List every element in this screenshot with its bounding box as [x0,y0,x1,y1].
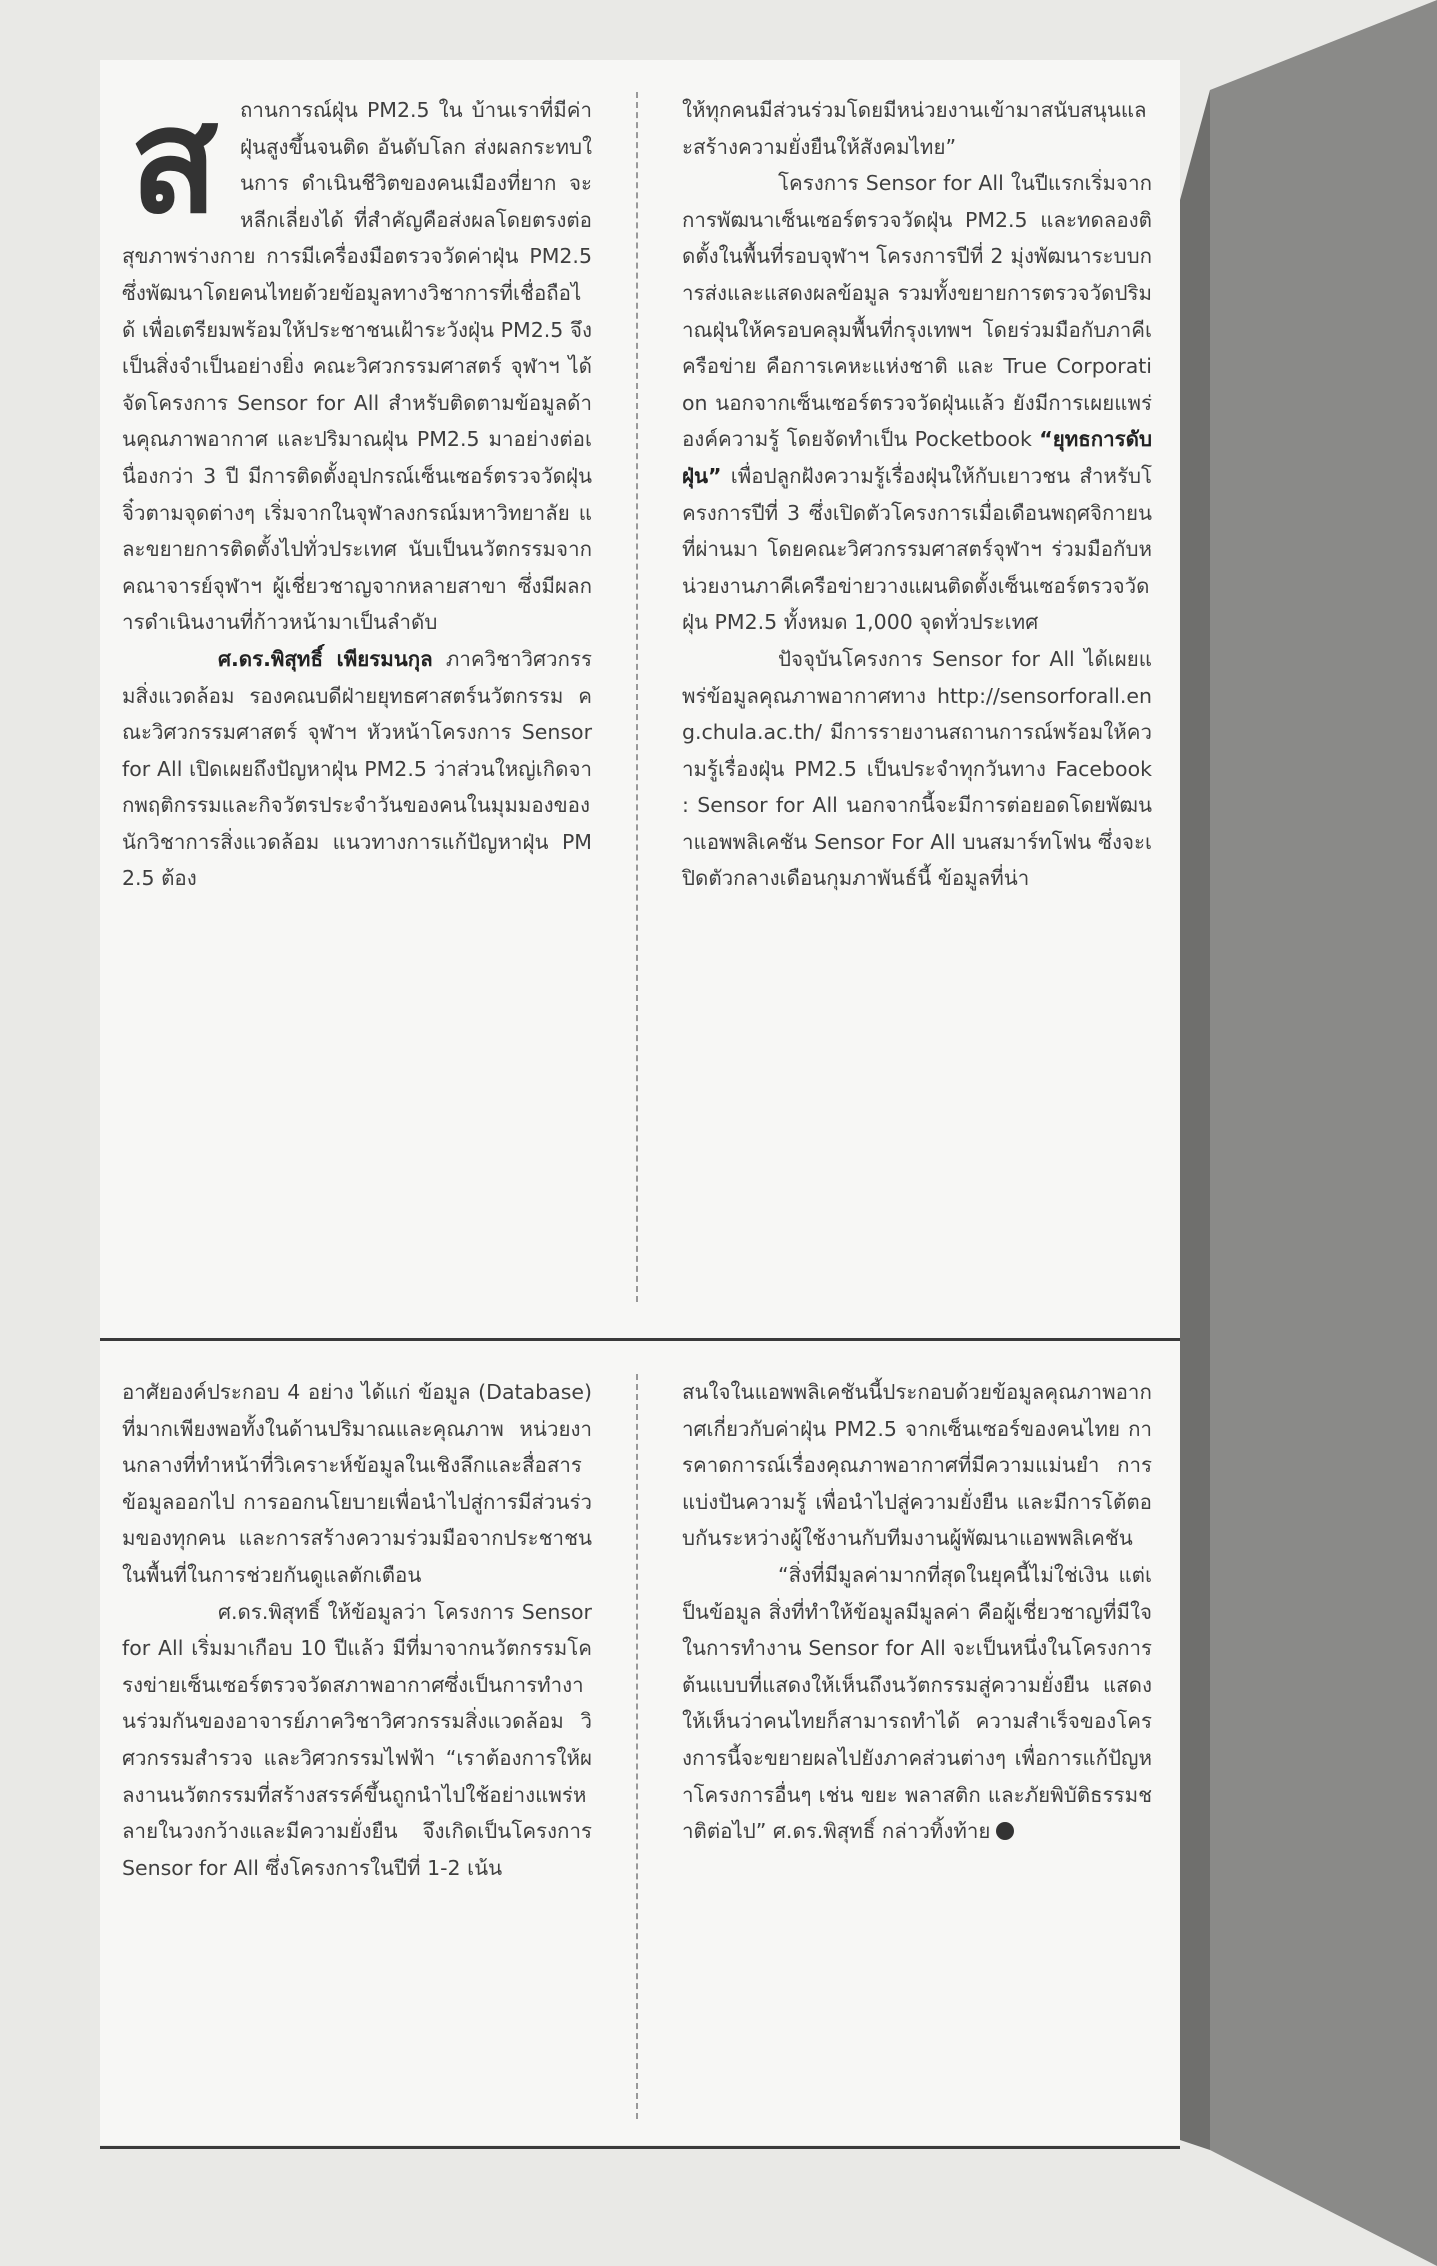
professor-text: ภาควิชาวิศวกรรมสิ่งแวดล้อม รองคณบดีฝ่ายยุทธศาสตร์นวัตกรรม คณะวิศวกรรมศาสตร์ จุฬาฯ หัวหน้าโครงการ Sensor for All เปิดเผยถึงปัญหาฝุ่น PM2.5 ว่าส่วนใหญ่เกิดจากพฤติกรรมและกิจวัตรประจำวันของคนในมุมมองของนักวิชาการสิ่งแวดล้อม แนวทางการแก้ปัญหาฝุ่น PM2.5 ต้อง [122,646,592,891]
paragraph-app-features: สนใจในแอพพลิเคชันนี้ประกอบด้วยข้อมูลคุณภาพอากาศเกี่ยวกับค่าฝุ่น PM2.5 จากเซ็นเซอร์ของคนไทย การคาดการณ์เรื่องคุณภาพอากาศที่มีความแม่นยำ การแบ่งปันความรู้ เพื่อนำไปสู่ความยั่งยืน และมีการโต้ตอบกันระหว่างผู้ใช้งานกับทีมงานผู้พัฒนาแอพพลิเคชัน [682,1380,1152,1551]
column-top-right [682,92,1152,897]
scan-shadow-band [1180,0,1437,2266]
column-bottom-right [682,1374,1152,1850]
bottom-horizontal-rule [100,2146,1180,2149]
paragraph-history: ศ.ดร.พิสุทธิ์ ให้ข้อมูลว่า โครงการ Sensor for All เริ่มมาเกือบ 10 ปีแล้ว มีที่มาจากนวัตกรรมโครงข่ายเซ็นเซอร์ตรวจวัดสภาพอากาศซึ่งเป็นการทำงานร่วมกันของอาจารย์ภาควิชาวิศวกรรมสิ่งแวดล้อม วิศวกรรมสำรวจ และวิศวกรรมไฟฟ้า “เราต้องการให้ผลงานนวัตกรรมที่สร้างสรรค์ขึ้นถูกนำไปใช้อย่างแพร่หลายในวงกว้างและมีความยั่งยืน จึงเกิดเป็นโครงการ Sensor for All ซึ่งโครงการในปีที่ 1-2 เน้น [122,1599,592,1880]
professor-name: ศ.ดร.พิสุทธิ์ เพียรมนกุล [218,646,433,671]
paragraph-continued: ให้ทุกคนมีส่วนร่วมโดยมีหน่วยงานเข้ามาสนับสนุนและสร้างความยั่งยืนให้สังคมไทย” [682,98,1147,159]
column-divider-top [636,92,638,1302]
intro-lead-text: ถานการณ์ฝุ่น PM2.5 ใน บ้านเราที่มีค่าฝุ่นสูงขึ้นจนติด อันดับโลก ส่งผลกระทบในการ ดำเนินชีวิตของคนเมืองที่ยาก [240,98,592,196]
intro-rest-text: จะหลีกเลี่ยงได้ ที่สำคัญคือส่งผลโดยตรงต่อสุขภาพร่างกาย การมีเครื่องมือตรวจวัดค่าฝุ่น PM2.5 ซึ่งพัฒนาโดยคนไทยด้วยข้อมูลทางวิชาการที่เชื่อถือได้ เพื่อเตรียมพร้อมให้ประชาชนเฝ้าระวังฝุ่น PM2.5 จึงเป็นสิ่งจำเป็นอย่างยิ่ง คณะวิศวกรรมศาสตร์ จุฬาฯ ได้จัดโครงการ Sensor for All สำหรับติดตามข้อมูลด้านคุณภาพอากาศ และปริมาณฝุ่น PM2.5 มาอย่างต่อเนื่องกว่า 3 ปี มีการติดตั้งอุปกรณ์เซ็นเซอร์ตรวจวัดฝุ่นจิ๋วตามจุดต่างๆ เริ่มจากในจุฬาลงกรณ์มหาวิทยาลัย และขยายการติดตั้งไปทั่วประเทศ นับเป็นนวัตกรรมจากคณาจารย์จุฬาฯ ผู้เชี่ยวชาญจากหลายสาขา ซึ่งมีผลการดำเนินงานที่ก้าวหน้ามาเป็นลำดับ [122,171,592,635]
paragraph-project-years [682,165,1152,641]
drop-cap: ส [129,77,219,246]
paragraph-professor [122,641,592,897]
pocketbook-title: “ยุทธการดับฝุ่น” [682,427,1152,488]
end-bullet-icon [996,1822,1014,1840]
top-horizontal-rule [100,1338,1180,1341]
column-bottom-left [122,1374,592,1886]
paragraph-components: อาศัยองค์ประกอบ 4 อย่าง ได้แก่ ข้อมูล (Database) ที่มากเพียงพอทั้งในด้านปริมาณและคุณภาพ หน่วยงานกลางที่ทำหน้าที่วิเคราะห์ข้อมูลในเชิงลึกและสื่อสารข้อมูลออกไป การออกนโยบายเพื่อนำไปสู่การมีส่วนร่วมของทุกคน และการสร้างความร่วมมือจากประชาชนในพื้นที่ในการช่วยกันดูแลตักเตือน [122,1380,592,1587]
column-divider-bottom [636,1374,638,2119]
closing-quote-text: “สิ่งที่มีมูลค่ามากที่สุดในยุคนี้ไม่ใช่เงิน แต่เป็นข้อมูล สิ่งที่ทำให้ข้อมูลมีมูลค่า คือผู้เชี่ยวชาญที่มีใจในการทำงาน Sensor for All จะเป็นหนึ่งในโครงการต้นแบบที่แสดงให้เห็นถึงนวัตกรรมสู่ความยั่งยืน แสดงให้เห็นว่าคนไทยก็สามารถทำได้ ความสำเร็จของโครงการนี้จะขยายผลไปยังภาคส่วนต่างๆ เพื่อการแก้ปัญหาโครงการอื่นๆ เช่น ขยะ พลาสติก และภัยพิบัติธรรมชาติต่อไป” ศ.ดร.พิสุทธิ์ กล่าวทิ้งท้าย [682,1562,1152,1844]
project-years-text-2: เพื่อปลูกฝังความรู้เรื่องฝุ่นให้กับเยาวชน สำหรับโครงการปีที่ 3 ซึ่งเปิดตัวโครงการเมื่อเดือนพฤศจิกายนที่ผ่านมา โดยคณะวิศวกรรมศาสตร์จุฬาฯ ร่วมมือกับหน่วยงานภาคีเครือข่ายวางแผนติดตั้งเซ็นเซอร์ตรวจวัดฝุ่น PM2.5 ทั้งหมด 1,000 จุดทั่วประเทศ [682,463,1152,635]
column-top-left [122,77,592,897]
project-years-text: โครงการ Sensor for All ในปีแรกเริ่มจากการพัฒนาเซ็นเซอร์ตรวจวัดฝุ่น PM2.5 และทดลองติดตั้งในพื้นที่รอบจุฬาฯ โครงการปีที่ 2 มุ่งพัฒนาระบบการส่งและแสดงผลข้อมูล รวมทั้งขยายการตรวจวัดปริมาณฝุ่นให้ครอบคลุมพื้นที่กรุงเทพฯ โดยร่วมมือกับภาคีเครือข่าย คือการเคหะแห่งชาติ และ True Corporation นอกจากเซ็นเซอร์ตรวจวัดฝุ่นแล้ว ยังมีการเผยแพร่องค์ความรู้ โดยจัดทำเป็น Pocketbook [682,171,1152,452]
paragraph-current-project: ปัจจุบันโครงการ Sensor for All ได้เผยแพร่ข้อมูลคุณภาพอากาศทาง http://sensorforall.eng.chula.ac.th/ มีการรายงานสถานการณ์พร้อมให้ความรู้เรื่องฝุ่น PM2.5 เป็นประจำทุกวันทาง Facebook : Sensor for All นอกจากนี้จะมีการต่อยอดโดยพัฒนาแอพพลิเคชัน Sensor For All บนสมาร์ทโฟน ซึ่งจะเปิดตัวกลางเดือนกุมภาพันธ์นี้ ข้อมูลที่น่า [682,646,1152,891]
paragraph-closing-quote [682,1557,1152,1850]
